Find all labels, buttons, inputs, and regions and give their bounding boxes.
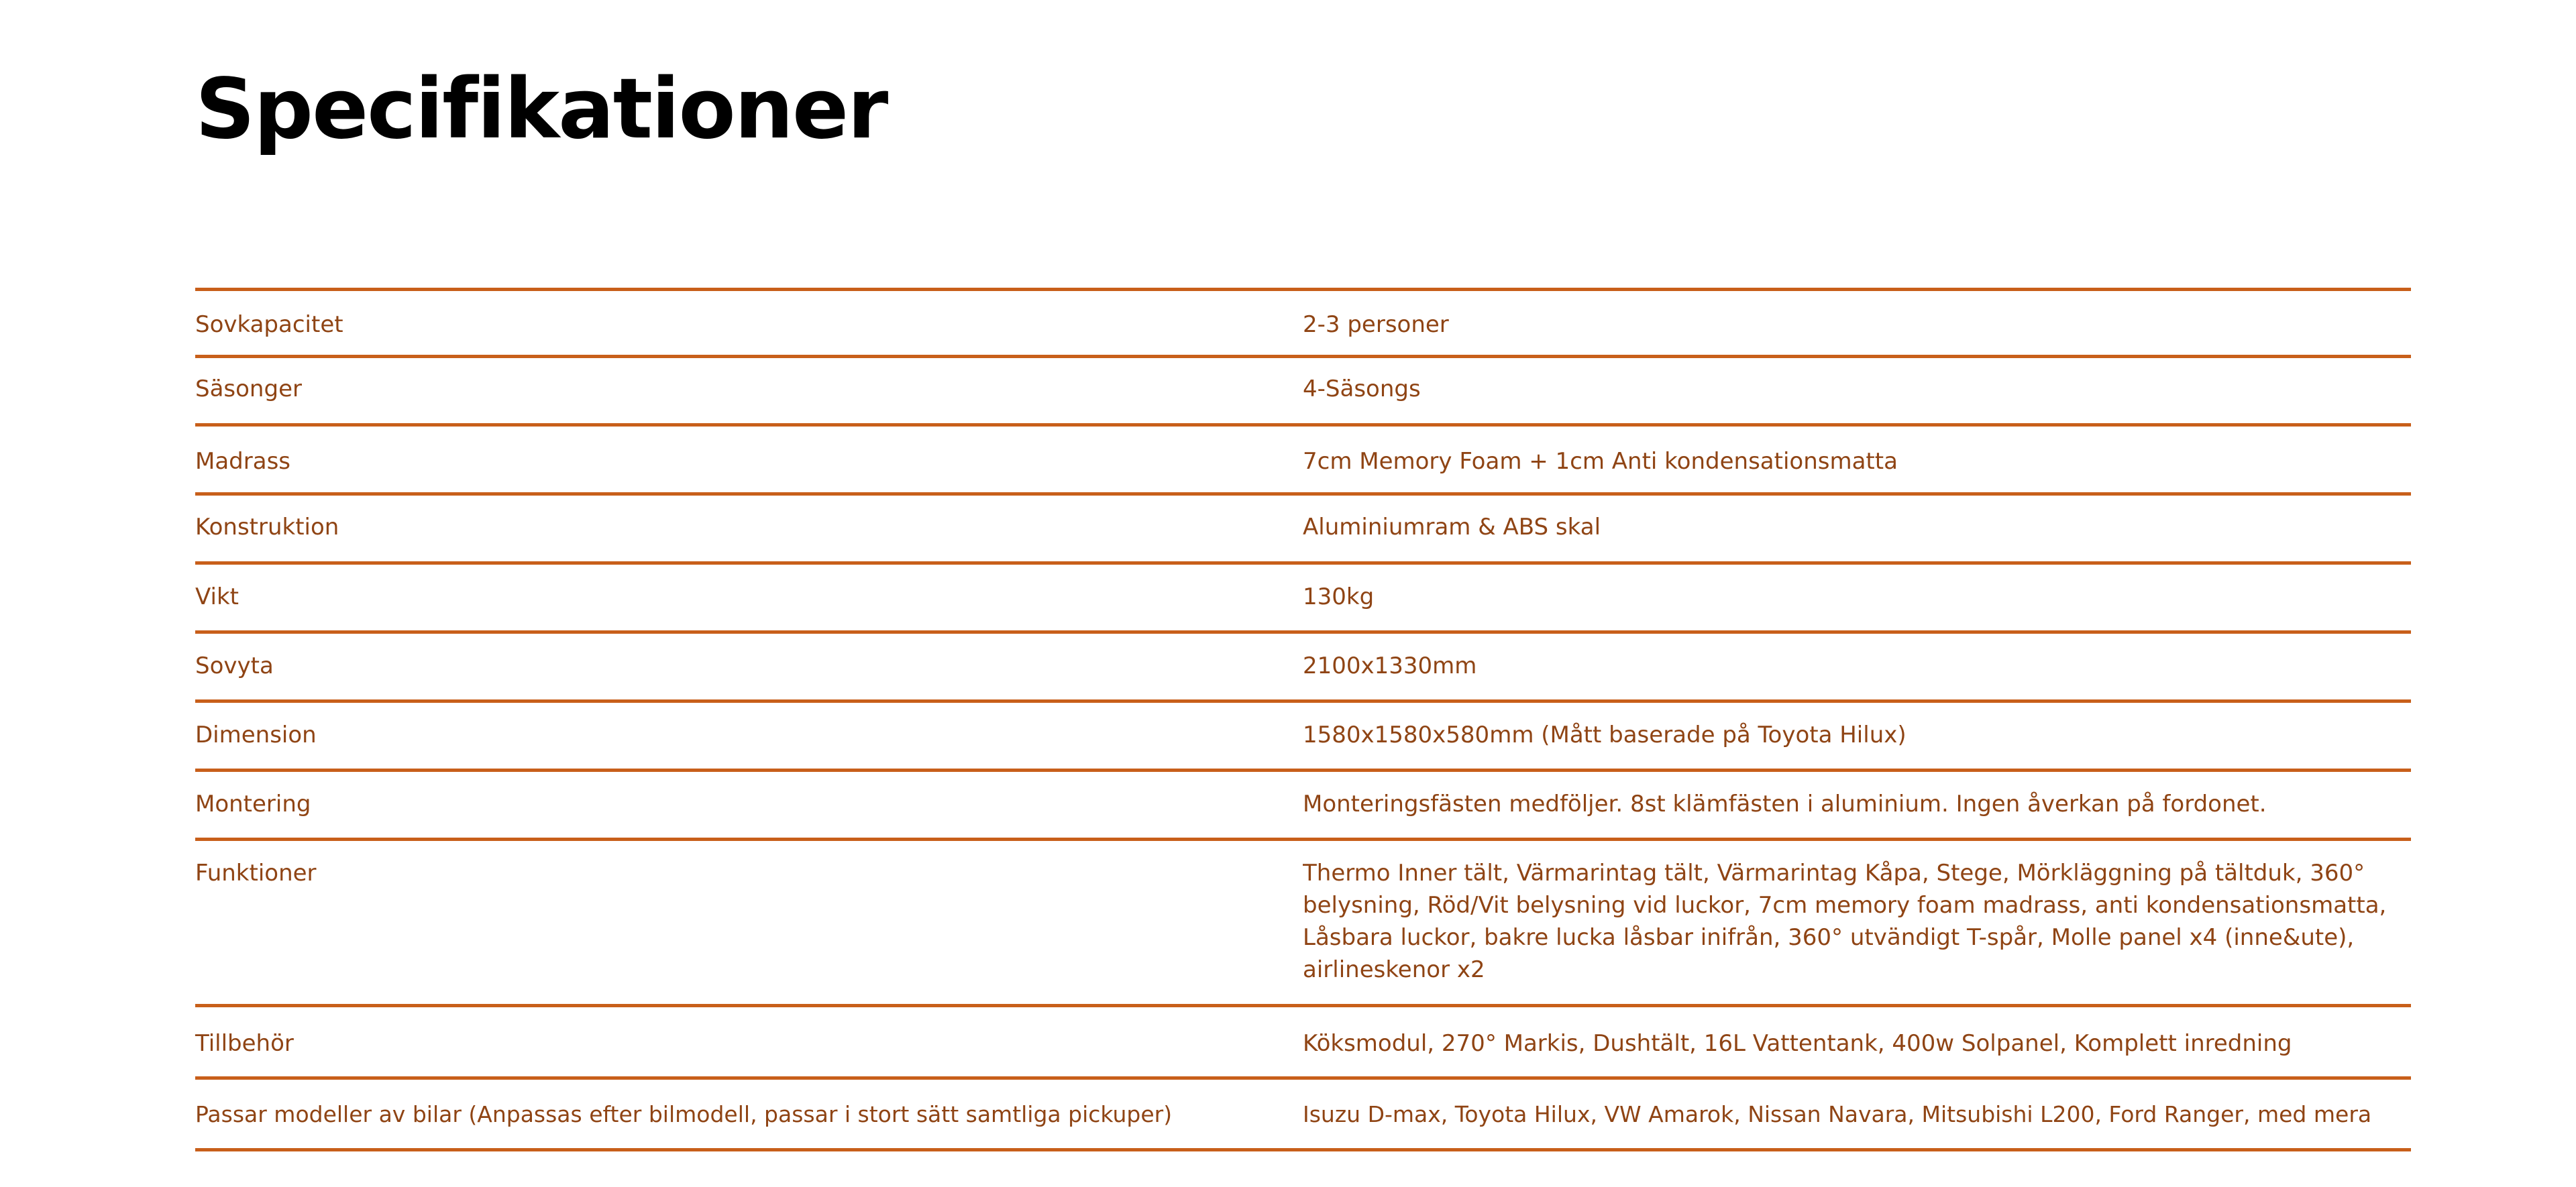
spec-value: Aluminiumram & ABS skal bbox=[1303, 514, 1601, 541]
spec-row-passar-modeller bbox=[195, 1080, 2411, 1151]
spec-row-montering bbox=[195, 772, 2411, 841]
spec-value bbox=[1303, 857, 2411, 1004]
spec-value: 2-3 personer bbox=[1303, 311, 1449, 338]
spec-label: Vikt bbox=[195, 583, 239, 610]
spec-label: Konstruktion bbox=[195, 514, 339, 541]
spec-row-madrass bbox=[195, 427, 2411, 496]
spec-value: 130kg bbox=[1303, 583, 1375, 610]
spec-value-line: Thermo Inner tält, Värmarintag tält, Värmarintag Kåpa, Stege, Mörkläggning på tältduk, 360° bbox=[1303, 860, 2365, 887]
spec-row-konstruktion bbox=[195, 496, 2411, 565]
spec-row-sovkapacitet bbox=[195, 291, 2411, 358]
spec-label: Dimension bbox=[195, 722, 317, 748]
spec-label: Montering bbox=[195, 791, 311, 817]
spec-row-funktioner bbox=[195, 841, 2411, 1007]
spec-value: Isuzu D-max, Toyota Hilux, VW Amarok, Nissan Navara, Mitsubishi L200, Ford Ranger, med mera bbox=[1303, 1101, 2372, 1127]
spec-row-dimension bbox=[195, 703, 2411, 772]
spec-value: 4-Säsongs bbox=[1303, 376, 1421, 402]
spec-row-vikt bbox=[195, 565, 2411, 634]
spec-label: Madrass bbox=[195, 448, 290, 475]
spec-value: Köksmodul, 270° Markis, Dushtält, 16L Vattentank, 400w Solpanel, Komplett inredning bbox=[1303, 1030, 2292, 1057]
spec-label: Säsonger bbox=[195, 376, 302, 402]
page-title: Specifikationer bbox=[195, 61, 888, 158]
spec-row-tillbehor bbox=[195, 1007, 2411, 1080]
spec-row-sasonger bbox=[195, 358, 2411, 427]
spec-value-line: airlineskenor x2 bbox=[1303, 956, 1485, 983]
spec-value: Monteringsfästen medföljer. 8st klämfästen i aluminium. Ingen åverkan på fordonet. bbox=[1303, 791, 2267, 817]
spec-value: 7cm Memory Foam + 1cm Anti kondensationsmatta bbox=[1303, 448, 1898, 475]
spec-label: Funktioner bbox=[195, 860, 317, 887]
spec-value: 1580x1580x580mm (Mått baserade på Toyota Hilux) bbox=[1303, 722, 1907, 748]
spec-label: Sovkapacitet bbox=[195, 311, 343, 338]
spec-value: 2100x1330mm bbox=[1303, 653, 1477, 679]
spec-label: Passar modeller av bilar (Anpassas efter bilmodell, passar i stort sätt samtliga pickuper) bbox=[195, 1101, 1173, 1127]
spec-value-line: Låsbara luckor, bakre lucka låsbar inifrån, 360° utvändigt T-spår, Molle panel x4 (inne&ute), bbox=[1303, 924, 2355, 951]
spec-row-sovyta bbox=[195, 634, 2411, 703]
spec-table bbox=[195, 288, 2411, 1151]
spec-label: Tillbehör bbox=[195, 1030, 294, 1057]
spec-label: Sovyta bbox=[195, 653, 274, 679]
spec-value-line: belysning, Röd/Vit belysning vid luckor, 7cm memory foam madrass, anti kondensationsmatta, bbox=[1303, 892, 2387, 919]
